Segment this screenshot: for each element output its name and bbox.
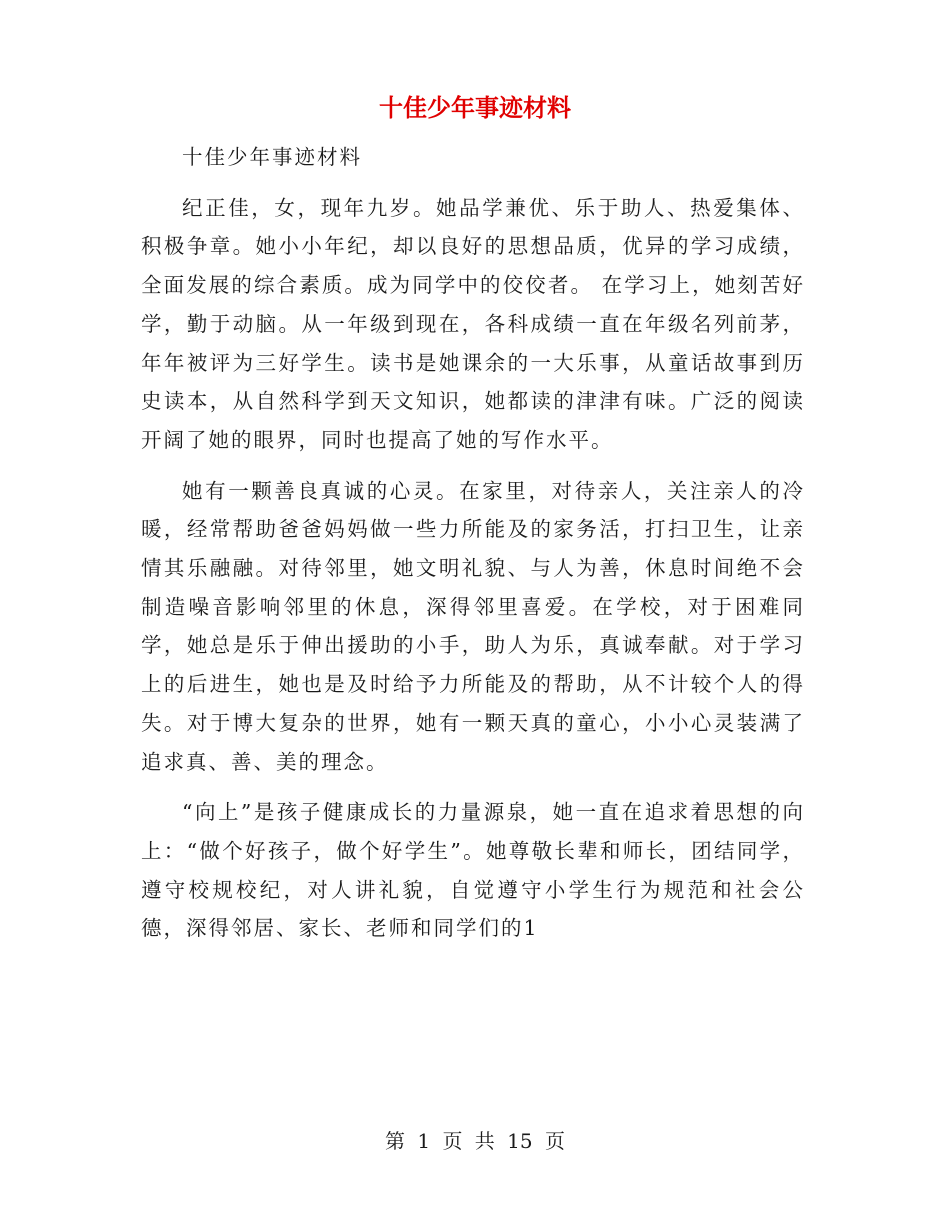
paragraph-upward: “向上”是孩子健康成长的力量源泉，她一直在追求着思想的向上：“做个好孩子，做个好学生”。她尊敬长辈和师长，团结同学，遵守校规校纪，对人讲礼貌，自觉遵守小学生行为规范和社会公德，深得邻居、家长、老师和同学们的1 — [141, 800, 805, 941]
paragraph-subtitle: 十佳少年事迹材料 — [182, 145, 362, 169]
paragraph-kind-heart: 她有一颗善良真诚的心灵。在家里，对待亲人，关注亲人的冷暖，经常帮助爸爸妈妈做一些力所能及的家务活，打扫卫生，让亲情其乐融融。对待邻里，她文明礼貌、与人为善，休息时间绝不会制造噪音影响邻里的休息，深得邻里喜爱。在学校，对于困难同学，她总是乐于伸出援助的小手，助人为乐，真诚奉献。对于学习上的后进生，她也是及时给予力所能及的帮助，从不计较个人的得失。对于博大复杂的世界，她有一颗天真的童心，小小心灵装满了追求真、善、美的理念。 — [141, 478, 805, 774]
document-body — [141, 138, 805, 948]
page-number-footer: 第 1 页 共 15 页 — [385, 1129, 565, 1153]
paragraph-introduction: 纪正佳，女，现年九岁。她品学兼优、乐于助人、热爱集体、积极争章。她小小年纪，却以良好的思想品质，优异的学习成绩，全面发展的综合素质。成为同学中的佼佼者。 在学习上，她刻苦好学，勤于动脑。从一年级到现在，各科成绩一直在年级名列前茅，年年被评为三好学生。读书是她课余的一大乐事，从童话故事到历史读本，从自然科学到天文知识，她都读的津津有味。广泛的阅读开阔了她的眼界，同时也提高了她的写作水平。 — [141, 195, 805, 452]
document-title: 十佳少年事迹材料 — [379, 93, 571, 122]
